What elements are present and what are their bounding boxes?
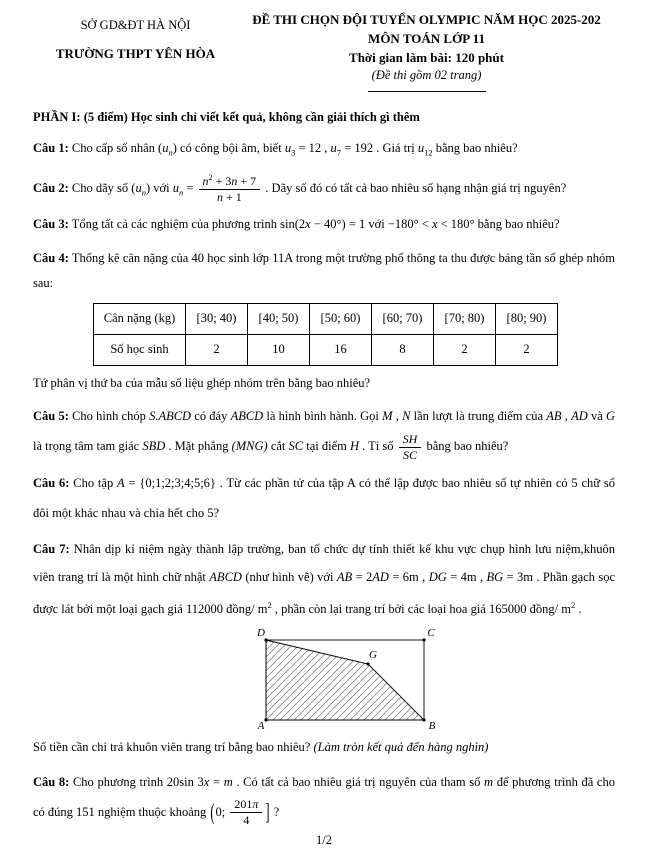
text-run: x [305,216,311,231]
question-4 [33,246,615,296]
text-run: A [117,475,125,490]
header-divider [368,91,486,92]
table-cell-count: 16 [310,334,372,365]
text-run: 7 [336,147,342,158]
text-run: Cho tập [69,475,118,490]
text-run: = [183,180,197,195]
fraction [399,432,422,463]
question-3 [33,211,615,237]
text-run: 201 [234,797,253,812]
text-run: Thống kê cân nặng của 40 học sinh lớp 11A trong một trường phổ thông ta thu được bảng tần số ghép nhóm sau: [33,250,615,290]
table-cell-bin: [40; 50) [248,303,310,334]
text-run: x [431,216,438,231]
text-run: 2 [298,216,306,231]
text-run: SC [402,447,417,462]
text-run: ) [172,141,177,155]
text-run: + 7 [237,173,257,188]
text-run: 12 [424,147,433,158]
vertex-label-C: C [427,626,435,639]
table-cell-count: 10 [248,334,310,365]
text-run: . Có tất cả bao nhiêu giá trị nguyên của tham số [232,774,485,789]
text-run: ] [265,798,270,825]
question-label: Câu 5: [33,408,69,423]
question-5 [33,401,615,463]
question-label: Câu 1: [33,141,69,155]
table-cell-weight-label: Cân nặng (kg) [94,303,186,334]
text-run: ) [341,216,346,231]
department-name: SỞ GD&ĐT HÀ NỘI [80,18,191,32]
question-4-followup [33,370,615,396]
question-7-followup [33,734,615,760]
text-run: = [209,774,224,789]
text-run: u [284,141,292,155]
text-run: (MNG) [231,438,268,453]
exam-title: ĐỀ THI CHỌN ĐỘI TUYỂN OLYMPIC NĂM HỌC 2025-202 [252,12,601,27]
text-run: tại điểm [303,438,350,453]
exam-header [33,12,615,92]
text-run: = 2 [352,569,373,584]
text-run: n [202,173,209,188]
table-cell-bin: [60; 70) [372,303,434,334]
question-2 [33,173,615,205]
text-run: , phần còn lại trang trí bởi các loại hoa giá 165000 đồng/ m [271,601,571,616]
vertex-dot-A [264,718,267,721]
fraction [230,797,262,828]
question-label: Câu 2: [33,180,69,195]
question-1 [33,135,615,166]
text-run: để phương trình đã cho có đúng 151 nghiệm thuộc khoảng [33,774,615,819]
frequency-table [93,303,558,366]
text-run: ( [210,798,215,825]
text-run: M [382,408,393,423]
vertex-dot-B [422,718,425,721]
text-run: = 6m , [388,569,429,584]
text-run: u [162,141,169,155]
text-run: ABCD [230,408,264,423]
text-run: . Mặt phẳng [165,438,232,453]
text-run: = {0;1;2;3;4;5;6} . Từ các phần tử của tập A có thể lập được bao nhiêu số tự nhiên có 5 chữ số đôi một khác nhau và chia hết cho 5? [33,475,615,520]
text-run: x [203,774,210,789]
text-run: ( [158,141,163,155]
text-run: ? [270,804,280,819]
text-run: , [392,408,403,423]
table-cell-bin: [30; 40) [186,303,248,334]
point-label-G: G [369,648,377,661]
text-run: n [178,186,184,197]
vertex-label-A: A [257,719,265,732]
text-run: m [484,774,494,789]
text-run: π [252,797,259,812]
text-run: = 1 với −180° < [345,216,432,231]
table-cell-count: 2 [434,334,496,365]
rectangle-garden-figure [255,626,445,730]
text-run: 2 [267,599,272,610]
question-label: Câu 3: [33,216,69,231]
text-run: BG [486,569,504,584]
text-run: Cho dãy số [68,180,132,195]
text-run: cắt [267,438,289,453]
text-run: . Tỉ số [359,438,397,453]
text-run: − 40° [310,216,342,231]
text-run: m [223,774,233,789]
table-cell-bin: [50; 60) [310,303,372,334]
text-run: n [216,189,223,204]
table-cell-count: 8 [372,334,434,365]
text-run: = 3m . Phần gạch sọc được lát bởi một loại gạch giá 112000 đồng/ m [33,569,615,616]
text-run: Nhân dịp kỉ niệm ngày thành lập trường, ban tổ chức dự tính thiết kế khu vực chụp hình lưu niệm,khuôn viên trang trí là một hình chữ nhật [33,541,615,584]
table-cell-count: 2 [186,334,248,365]
text-run: SH [402,431,418,446]
text-run: 2 [208,172,213,182]
text-run: AD [372,569,389,584]
text-run: ) [145,180,151,195]
question-label: Câu 7: [33,541,70,556]
table-cell-count: 2 [496,334,558,365]
text-run: , [561,408,572,423]
text-run: bằng bao nhiêu? [423,438,509,453]
text-run: . Dãy số đó có tất cả bao nhiêu số hạng nhận giá trị nguyên? [262,180,567,195]
text-run: SC [288,438,304,453]
text-run: . [575,601,582,616]
table-cell-bin: [80; 90) [496,303,558,334]
text-run: Tứ phân vị thứ ba của mẫu số liệu ghép nhóm trên bằng bao nhiêu? [33,375,371,390]
vertex-dot-C [422,638,425,641]
question-label: Câu 6: [33,475,70,490]
question-label: Câu 8: [33,774,70,789]
frequency-table-value-row [94,334,558,365]
text-run: ABCD [209,569,242,584]
text-run: AB [546,408,562,423]
table-cell-count-label: Số học sinh [94,334,186,365]
text-run: = 12 , [295,141,331,155]
text-run: 2 [570,599,576,610]
exam-duration: Thời gian làm bài: 120 phút [349,50,504,65]
vertex-label-D: D [257,626,265,639]
text-run: G [605,408,615,423]
text-run: có công bội âm, biết [176,141,285,155]
frequency-table-header-row [94,303,558,334]
part1-heading: PHẦN I: (5 điểm) Học sinh chỉ viết kết quả, không cần giải thích gì thêm [33,110,420,124]
text-run: n [141,186,146,197]
text-run: 4 [243,813,250,828]
text-run: Cho cấp số nhân [68,141,159,155]
text-run: lần lượt là trung điểm của [410,408,547,423]
text-run: N [402,408,411,423]
fraction [199,173,261,205]
text-run: Cho phương trình 20sin 3 [69,774,204,789]
text-run: ( [131,180,136,195]
school-block [33,12,238,62]
text-run: là hình bình hành. Gọi [263,408,383,423]
text-run: SBD [142,438,166,453]
text-run: là trọng tâm tam giác [33,438,143,453]
text-run: có đáy [191,408,231,423]
question-label: Câu 4: [33,250,69,265]
exam-title-block [238,12,615,92]
text-run: < 180° bằng bao nhiêu? [437,216,560,231]
table-cell-bin: [70; 80) [434,303,496,334]
hatched-region [266,640,424,720]
text-run: DG [428,569,447,584]
text-run: Tổng tất cả các nghiệm của phương trình sin [68,216,295,231]
page-number: 1/2 [316,833,332,848]
text-run: 0; [215,804,229,819]
question-7 [33,535,615,623]
question-6 [33,468,615,528]
text-run: n [168,147,173,158]
text-run: + 1 [222,189,242,204]
text-run: 3 [291,147,296,158]
text-run: u [172,180,179,195]
question-8 [33,767,615,829]
school-name: TRƯỜNG THPT YÊN HÒA [55,46,216,61]
text-run: = 4m , [446,569,487,584]
text-run: = 192 . Giá trị [341,141,418,155]
text-run: H [349,438,360,453]
text-run: (như hình vẽ) với [241,569,337,584]
text-run: Cho hình chóp [68,408,150,423]
text-run: Số tiền cần chi trả khuôn viên trang trí bằng bao nhiêu? [33,739,314,754]
text-run: u [330,141,337,155]
text-run: + 3 [212,173,232,188]
exam-subject: MÔN TOÁN LỚP 11 [368,31,485,46]
figure-svg [255,626,445,730]
text-run: u [417,141,425,155]
text-run: ( [294,216,299,231]
vertex-label-B: B [428,719,436,732]
text-run: AD [571,408,588,423]
exam-pages-note: (Đề thi gồm 02 trang) [371,68,482,82]
text-run: bằng bao nhiêu? [432,141,518,155]
text-run: với [150,180,173,195]
text-run: S.ABCD [149,408,192,423]
text-run: AB [336,569,353,584]
text-run: u [135,180,142,195]
text-run: (Làm tròn kết quả đến hàng nghìn) [313,739,489,754]
point-dot-G [366,662,369,665]
text-run: n [231,173,238,188]
text-run: và [587,408,606,423]
